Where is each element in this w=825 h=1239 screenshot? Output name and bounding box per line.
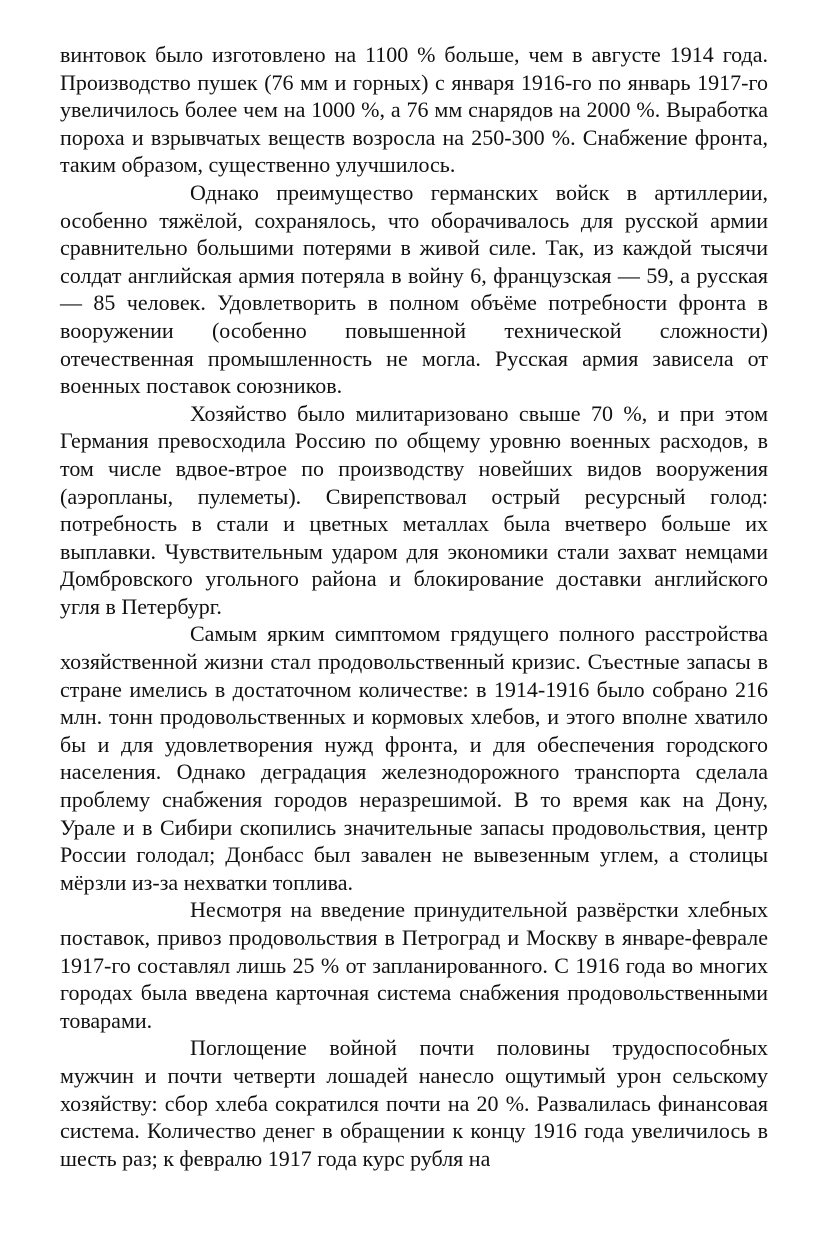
paragraph-1: винтовок было изготовлено на 1100 % больше, чем в августе 1914 года. Производство пушек (76 мм и горных) с января 1916-го по январь 1917-го увеличилось более чем на 1000 %, а 76 мм снарядов на 2000 %. Выработка пороха и взрывчатых веществ возросла на 250-300 %. Снабжение фронта, таким образом, существенно улучшилось.	[60, 42, 768, 178]
paragraph-5: Несмотря на введение принудительной развёрстки хлебных поставок, привоз продовольствия в Петроград и Москву в январе-феврале 1917-го составлял лишь 25 % от запланированного. С 1916 года во многих городах была введена карточная система снабжения продовольственными товарами.	[60, 897, 768, 1033]
document-page	[60, 41, 768, 1172]
paragraph-4: Самым ярким симптомом грядущего полного расстройства хозяйственной жизни стал продовольственный кризис. Съестные запасы в стране имелись в достаточном количестве: в 1914-1916 было собрано 216 млн. тонн продовольственных и кормовых хлебов, и этого вполне хватило бы и для удовлетворения нужд фронта, и для обеспечения городского населения. Однако деградация железнодорожного транспорта сделала проблему снабжения городов неразрешимой. В то время как на Дону, Урале и в Сибири скопились значительные запасы продовольствия, центр России голодал; Донбасс был завален не вывезенным углем, а столицы мёрзли из-за нехватки топлива.	[60, 621, 768, 895]
paragraph-2: Однако преимущество германских войск в артиллерии, особенно тяжёлой, сохранялось, что оборачивалось для русской армии сравнительно большими потерями в живой силе. Так, из каждой тысячи солдат английская армия потеряла в войну 6, французская — 59, а русская — 85 человек. Удовлетворить в полном объёме потребности фронта в вооружении (особенно повышенной технической сложности) отечественная промышленность не могла. Русская армия зависела от военных поставок союзников.	[60, 179, 768, 399]
paragraph-3: Хозяйство было милитаризовано свыше 70 %, и при этом Германия превосходила Россию по общему уровню военных расходов, в том числе вдвое-втрое по производству новейших видов вооружения (аэропланы, пулеметы). Свирепствовал острый ресурсный голод: потребность в стали и цветных металлах была вчетверо больше их выплавки. Чувствительным ударом для экономики стали захват немцами Домбровского угольного района и блокирование доставки английского угля в Петербург.	[60, 400, 768, 619]
paragraph-6: Поглощение войной почти половины трудоспособных мужчин и почти четверти лошадей нанесло ощутимый урон сельскому хозяйству: сбор хлеба сократился почти на 20 %. Развалилась финансовая система. Количество денег в обращении к концу 1916 года увеличилось в шесть раз; к февралю 1917 года курс рубля на	[60, 1035, 768, 1171]
